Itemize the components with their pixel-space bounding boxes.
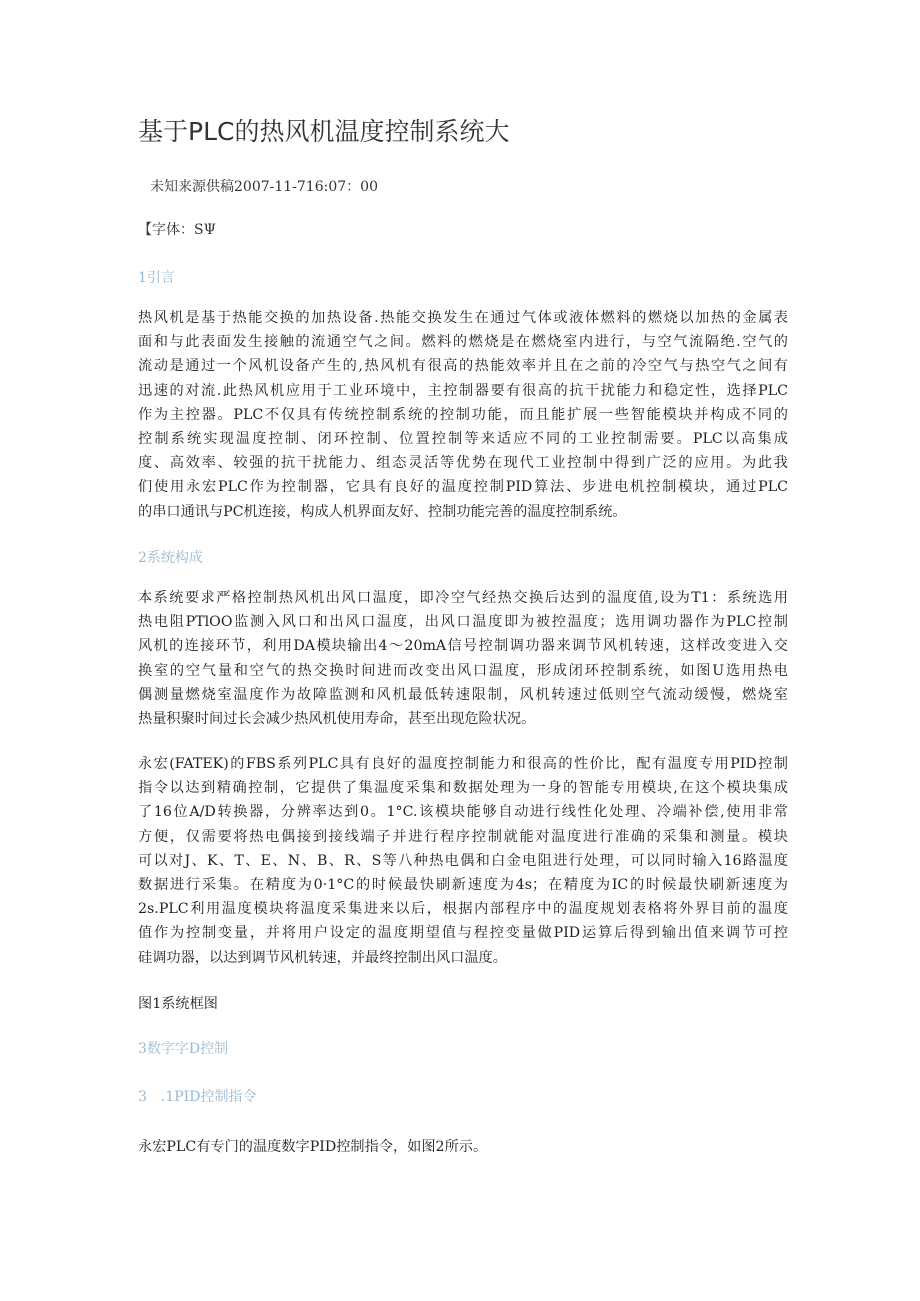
text-line: 流动是通过一个风机设备产生的,热风机有很高的热能效率并且在之前的冷空气与热空气之间有	[138, 358, 788, 375]
text-line: 的串口通讯与PC机连接，构成人机界面友好、控制功能完善的温度控制系统。	[138, 503, 627, 520]
text-line: 热电阻PTlOO监测入风口和出风口温度，出风口温度即为被控温度；选用调功器作为PLC控制	[138, 614, 788, 631]
text-line: 控制系统实现温度控制、闭环控制、位置控制等来适应不同的工业控制需要。PLC以高集成	[138, 431, 788, 448]
text-line: 热风机是基于热能交换的加热设备.热能交换发生在通过气体或液体燃料的燃烧以加热的金属表	[138, 310, 788, 326]
text-line: 迅速的对流.此热风机应用于工业环境中，主控制器要有很高的抗干扰能力和稳定性，选择PLC	[138, 382, 788, 399]
text-line: 作为主控器。PLC不仅具有传统控制系统的控制功能，而且能扩展一些智能模块并构成不同的	[138, 406, 788, 423]
text-line: 永宏(FATEK)的FBS系列PLC具有良好的温度控制能力和很高的性价比，配有温度专用PID控制	[138, 756, 788, 772]
text-line: 可以对J、K、T、E、N、B、R、S等八种热电偶和白金电阻进行处理，可以同时输入16路温度	[138, 852, 788, 869]
text-line: 本系统要求严格控制热风机出风口温度，即冷空气经热交换后达到的温度值,设为T1：系统选用	[138, 590, 788, 606]
text-line: 面和与此表面发生接触的流通空气之间。燃料的燃烧是在燃烧室内进行，与空气流隔绝.空气的	[138, 334, 788, 351]
section-heading-system: 2系统构成	[138, 550, 203, 566]
text-line: 值作为控制变量，并将用户设定的温度期望值与程控变量做PID运算后得到输出值来调节可控	[138, 925, 788, 942]
text-line: 换室的空气量和空气的热交换时间进而改变出风口温度，形成闭环控制系统，如图U选用热电	[138, 662, 788, 679]
section-heading-pid: 3数字字D控制	[138, 1041, 229, 1057]
paragraph-pid: 永宏PLC有专门的温度数字PID控制指令，如图2所示。	[138, 1139, 488, 1155]
text-line: 偶测量燃烧室温度作为故障监测和风机最低转速限制，风机转速过低则空气流动缓慢，燃烧室	[138, 686, 788, 703]
text-line: 度、高效率、较强的抗干扰能力、组态灵活等优势在现代工业控制中得到广泛的应用。为此我	[138, 455, 788, 472]
text-line: 指令以达到精确控制，它提供了集温度采集和数据处理为一身的智能专用模块,在这个模块集成	[138, 780, 788, 797]
figure-caption: 图1系统框图	[138, 996, 218, 1012]
article-title: 基于PLC的热风机温度控制系统大	[138, 117, 510, 146]
article-meta: 未知来源供稿2007-11-716:07：00	[150, 179, 378, 195]
font-size-label[interactable]: 【字体：SΨ	[138, 222, 216, 238]
text-line: 2s.PLC利用温度模块将温度采集进来以后，根据内部程序中的温度规划表格将外界目前的温度	[138, 901, 788, 918]
text-line: 风机的连接环节，利用DA模块输出4～20mA信号控制调功器来调节风机转速，这样改变进入交	[138, 638, 788, 655]
subsection-heading-pid: 3 .1PID控制指令	[138, 1089, 257, 1105]
text-line: 热量积聚时间过长会减少热风机使用寿命，甚至出现危险状况。	[138, 711, 536, 728]
paragraph-fatek	[138, 752, 788, 970]
text-line: 们使用永宏PLC作为控制器，它具有良好的温度控制PID算法、步进电机控制模块，通过PLC	[138, 479, 788, 496]
text-line: 方便，仅需要将热电偶接到接线端子并进行程序控制就能对温度进行准确的采集和测量。模块	[138, 828, 788, 845]
section-heading-intro: 1引言	[138, 270, 175, 286]
text-line: 硅调功器，以达到调节风机转速，并最终控制出风口温度。	[138, 949, 507, 966]
paragraph-system	[138, 586, 788, 731]
text-line: 数据进行采集。在精度为0·1°C的时候最快刷新速度为4s；在精度为IC的时候最快刷新速度为	[138, 877, 788, 894]
paragraph-intro	[138, 306, 788, 524]
text-line: 了16位A/D转换器，分辨率达到0。1°C.该模块能够自动进行线性化处理、冷端补偿,使用非常	[138, 804, 788, 821]
